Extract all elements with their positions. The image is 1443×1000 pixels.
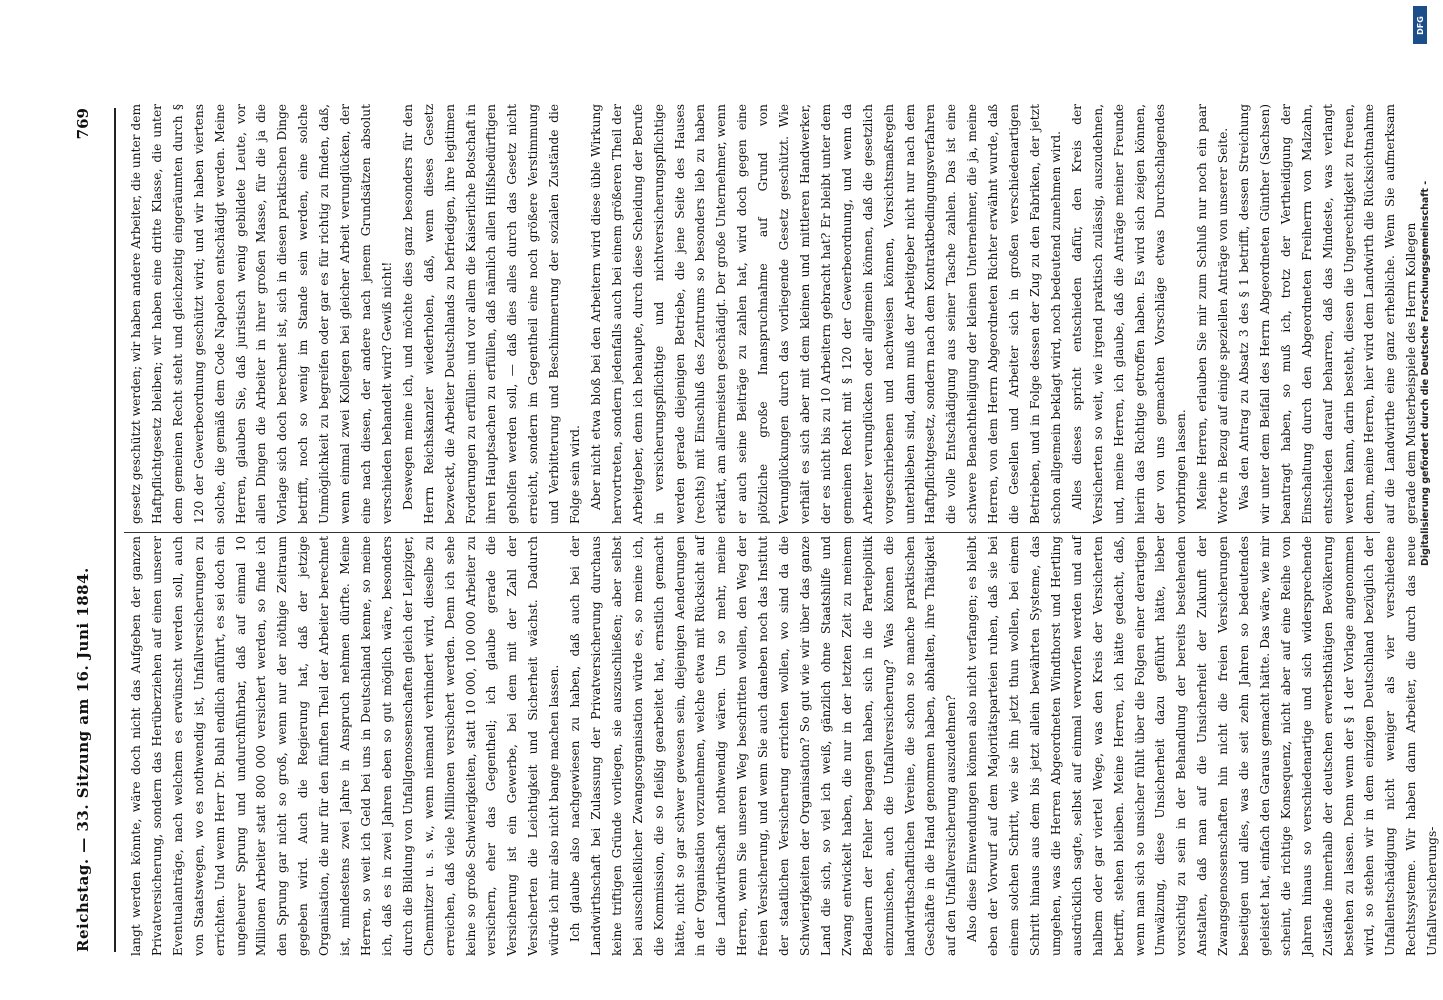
paragraph: Was den Antrag zu Absatz 3 des § 1 betrifft, dessen Streichung wir unter dem Beifall des Herrn Abgeordneten Günther (Sachsen) beantragt haben, so muß ich, trotz der Vertheidigung der Einschaltung durch den Abgeordneten Freiherrn von Malzahn, entschieden darauf beharren, daß das Mindeste, was verlangt werden kann, darin besteht, diesen die Ungerechtigkeit zu freuen, denn, meine Herren, hier wird dem Landwirth die Rücksichtnahme auf die Landwirthe eine ganz erhebliche. Wenn Sie aufmerksam gerade dem Musterbeispiele des Herrn Kollegen <box>1237 104 1419 524</box>
paragraph: Aber nicht etwa bloß bei den Arbeitern wird diese üble Wirkung hervortreten, sondern jedenfalls auch bei einem größeren Theil der Arbeitgeber, denn ich behaupte, durch diese Scheidung der Berufe in versicherungspflichtige und nichtversicherungspflichtige werden gerade diejenigen Betriebe, die jene Seite des Hauses (rechts) mit Einschluß des Zentrums so besonders lieb zu haben erklärt, am allermeisten geschädigt. Der große Unternehmer, wenn er auch seine Beiträge zu zahlen hat, wird doch gegen eine plötzliche große Inanspruchnahme auf Grund von Verunglückungen durch das vorliegende Gesetz geschützt. Wie verhält es sich aber mit dem kleinen und mittleren Handwerker, der es nicht bis zu 10 Arbeitern gebracht hat? Er bleibt unter dem gemeinen Recht mit § 120 der Gewerbeordnung, und wenn da Arbeiter verunglücken oder allgemein können, daß die gesetzlich vorgeschriebenen und nachweisen können, Vorsichtsmaßregeln unterblieben sind, dann muß der Arbeitgeber nicht nur nach dem Haftpflichtgesetz, sondern nach dem Kontraktbedingungsverfahren die volle Entschädigung aus seiner Tasche zahlen. Das ist eine schwere Benachtheiligung der kleinen Unternehmer, die ja, meine Herren, von dem Herrn Abgeordneten Richter erwähnt wurde, daß die Gesellen und Arbeiter sich in großen verschiedenartigen Betrieben, und in Folge dessen der Zug zu den Fabriken, der jetzt schon allgemein beklagt wird, noch bedeutend zunehmen wird. <box>588 104 1063 524</box>
column-divider <box>124 532 1380 533</box>
paragraph: Alles dieses spricht entschieden dafür, den Kreis der Versicherten so weit, wie irgend praktisch zulässig, auszudehnen, und, meine Herren, ich glaube, daß die Anträge meiner Freunde hierin das Richtige getroffen haben. Es wird sich zeigen können, der von uns gemachten Vorschläge etwas Durchschlagendes vorbringen lassen. <box>1069 104 1189 524</box>
paragraph: Meine Herren, erlauben Sie mir zum Schluß nur noch ein paar Worte in Bezug auf einige speziellen Anträge von unserer Seite. <box>1195 104 1231 524</box>
header-rule <box>114 108 116 952</box>
text-column-left <box>126 536 1440 956</box>
paragraph: langt werden könnte, wäre doch nicht das Aufgeben der ganzen Privatversicherung, sondern das Herüberziehen auf einen unserer Eventualanträge, nach welchem es erwünscht werden soll, auch von Staatswegen, wo es nothwendig ist, Unfallversicherungen zu errichten. Und wenn Herr Dr. Buhl endlich anführt, es sei doch ein ungeheurer Sprung und undurchführbar, daß auf einmal 10 Millionen Arbeiter statt 800 000 versichert werden, so finde ich den Sprung gar nicht so groß, wenn nur der nöthige Zeitraum gegeben wird. Auch die Regierung hat, daß der jetzige Organisation, die nur für den fünften Theil der Arbeiter berechnet ist, mindestens zwei Jahre in Anspruch nehmen dürfte. Meine Herren, so weit ich Geld bei uns in Deutschland kenne, so meine ich, daß es in zwei Jahren eben so gut möglich wäre, besonders durch die Bildung von Unfallgenossenschaften gleich der Leipziger, Chemnitzer u. s. w., wenn niemand verhindert wird, dieselbe zu erreichen, daß viele Millionen versichert werden. Denn ich sehe keine so große Schwierigkeiten, statt 10 000, 100 000 Arbeiter zu versichern, eher das Gegentheil; ich glaube gerade die Versicherung ist ein Gewerbe, bei dem mit der Zahl der Versicherten die Leichtigkeit und Sicherheit wächst. Dadurch würde ich mir also nicht bange machen lassen. <box>129 536 562 956</box>
digitization-credit: Digitalisierung gefördert durch die Deutsche Forschungsgemeinschaft - <box>1420 180 1431 566</box>
dfg-logo: DFG <box>1413 6 1427 44</box>
text-column-right <box>126 104 1419 524</box>
page-number: 769 <box>74 108 92 140</box>
paragraph: gesetz geschützt werden; wir haben andere Arbeiter, die unter dem Haftpflichtgesetz bleiben; wir haben eine dritte Klasse, die unter dem gemeinen Recht steht und gleichzeitig eingeräumten durch § 120 der Gewerbeordnung geschützt wird; und wir haben viertens solche, die gemäß dem Code Napoleon entschädigt werden. Meine Herren, glauben Sie, daß juristisch wenig gebildete Leute, vor allen Dingen die Arbeiter in ihrer großen Masse, für die ja die Vorlage sich doch berechnet ist, sich in diesen praktischen Dinge betrifft, noch so wenig im Stande sein werden, eine solche Unmöglichkeit zu begreifen oder gar es für richtig zu finden, daß, wenn einmal zwei Kollegen bei gleicher Arbeit verunglücken, der eine nach diesen, der andere nach jenem Grundsätzen absolut verschieden behandelt wird? Gewiß nicht! <box>129 104 394 524</box>
paragraph: Deswegen meine ich, und möchte dies ganz besonders für den Herrn Reichskanzler wiederholen, daß, wenn dieses Gesetz bezweckt, die Arbeiter Deutschlands zu befriedigen, ihre legitimen Forderungen zu erfüllen: und vor allem die Kaiserliche Botschaft in ihren Hauptsachen zu erfüllen, daß nämlich allen Hilfsbedürftigen geholfen werden soll, — daß dies alles durch das Gesetz nicht erreicht, sondern im Gegentheil eine noch größere Verstimmung und Verbitterung und Beschimmerung der sozialen Zustände die Folge sein wird. <box>400 104 583 524</box>
running-header <box>60 108 108 952</box>
header-title: Reichstag. — 33. Sitzung am 16. Juni 1884. <box>74 567 92 952</box>
paragraph: Ich glaube also nachgewiesen zu haben, daß auch bei der Landwirthschaft bei Zulassung der Privatversicherung durchaus keine triftigen Gründe vorliegen, sie auszuschließen; aber selbst bei ausschließlicher Zwangsorganisation würde es, so meine ich, die Kommission, die so fleißig gearbeitet hat, ernstlich gemacht hätte, nicht so gar schwer gewesen sein, diejenigen Aenderungen in der Organisation vorzunehmen, welche etwa mit Rücksicht auf die Landwirthschaft nothwendig wären. Um so mehr, meine Herren, wenn Sie unseren Weg beschritten wollen, den Weg der freien Versicherung, und wenn Sie auch daneben noch das Institut der staatlichen Versicherung errichten wollen, wo sind da die Schwierigkeiten der Organisation? So gut wie wir über das ganze Land die sich, so viel ich weiß, gänzlich ohne Staatshilfe und Zwang entwickelt haben, die nur in der letzten Zeit zu meinem Bedauern der Fehler begangen haben, sich in die Parteipolitik einzumischen, auch die Unfallversicherung? Was können die landwirthschaftlichen Vereine, die schon so manche praktischen Geschäfte in die Hand genommen haben, abhalten, ihre Thätigkeit auf den Unfallversicherung auszudehnen? <box>568 536 959 956</box>
paragraph: Also diese Einwendungen können also nicht verfangen; es bleibt eben der Vorwurf auf dem Majoritätsparteien ruhen, daß sie bei einem solchen Schritt, wie sie ihn jetzt thun wollen, bei einem Schritt hinaus aus dem bis jetzt allein bewährten Systeme, das umgehen, was die Herren Abgeordneten Windthorst und Hertling ausdrücklich sagte, selbst auf einmal verworfen werden und auf halbem oder gar viertel Wege, was den Kreis der Versicherten betrifft, stehen bleiben. Meine Herren, ich hätte gedacht, daß, wenn man sich so unsicher fühlt über die Folgen einer derartigen Umwälzung, diese Unsicherheit dazu geführt hätte, lieber vorsichtig zu sein in der Behandlung der bereits bestehenden Anstalten, daß man auf die Unsicherheit der Zukunft der Zwangsgenossenschaften hin nicht die freien Versicherungen beseitigen und alles, was die seit zehn Jahren so bedeutendes geleistet hat, einfach den Garaus gemacht hätte. Das wäre, wie mir scheint, die richtige Konsequenz, nicht aber auf eine Reihe von Jahren hinaus so verschiedenartige und sich widersprechende Zustände innerhalb der deutschen erwerbsthätigen Bevölkerung bestehen zu lassen. Denn wenn der § 1 der Vorlage angenommen wird, so stehen wir in dem einzigen Deutschland bezüglich der Unfallentschädigung nicht weniger als vier verschiedene Rechtssysteme. Wir haben dann Arbeiter, die durch das neue Unfallversicherungs- <box>965 536 1440 956</box>
